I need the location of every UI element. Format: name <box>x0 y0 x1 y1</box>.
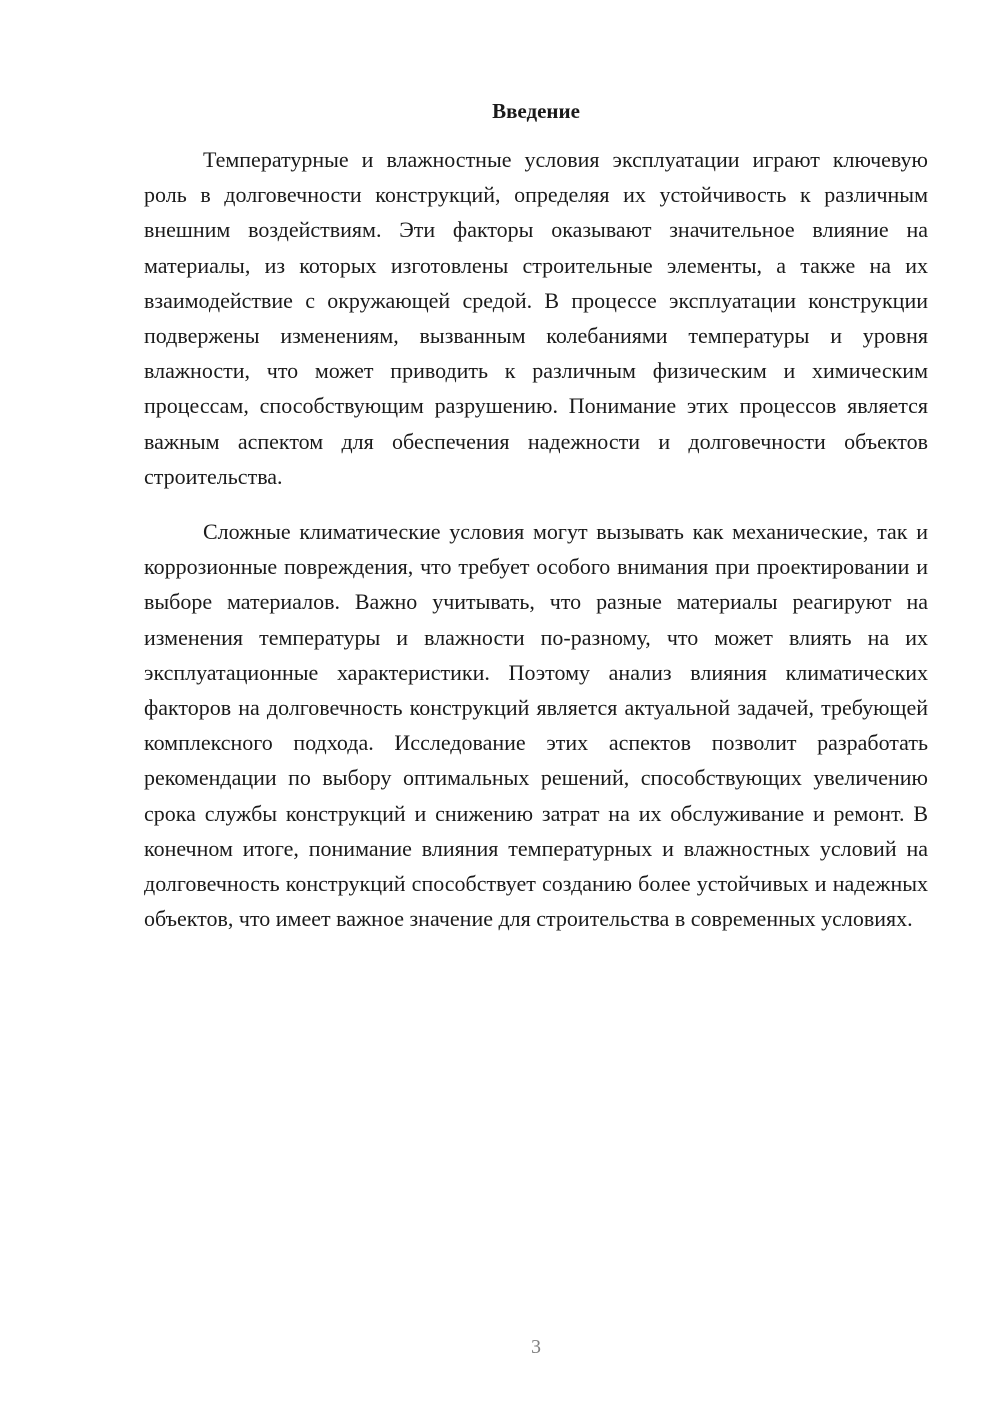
paragraph-2: Сложные климатические условия могут вызывать как механические, так и коррозионные повреждения, что требует особого внимания при проектировании и выборе материалов. Важно учитывать, что разные материалы реагируют на изменения температуры и влажности по-разному, что может влиять на их эксплуатационные характеристики. Поэтому анализ влияния климатических факторов на долговечность конструкций является актуальной задачей, требующей комплексного подхода. Исследование этих аспектов позволит разработать рекомендации по выбору оптимальных решений, способствующих увеличению срока службы конструкций и снижению затрат на их обслуживание и ремонт. В конечном итоге, понимание влияния температурных и влажностных условий на долговечность конструкций способствует созданию более устойчивых и надежных объектов, что имеет важное значение для строительства в современных условиях. <box>144 519 928 932</box>
section-heading: Введение <box>492 99 580 123</box>
page-number: 3 <box>531 1336 541 1358</box>
body-text <box>144 142 928 936</box>
paragraph-1: Температурные и влажностные условия эксплуатации играют ключевую роль в долговечности конструкций, определяя их устойчивость к различным внешним воздействиям. Эти факторы оказывают значительное влияние на материалы, из которых изготовлены строительные элементы, а также на их взаимодействие с окружающей средой. В процессе эксплуатации конструкции подвержены изменениям, вызванным колебаниями температуры и уровня влажности, что может приводить к различным физическим и химическим процессам, способствующим разрушению. Понимание этих процессов является важным аспектом для обеспечения надежности и долговечности объектов строительства. <box>144 147 928 489</box>
